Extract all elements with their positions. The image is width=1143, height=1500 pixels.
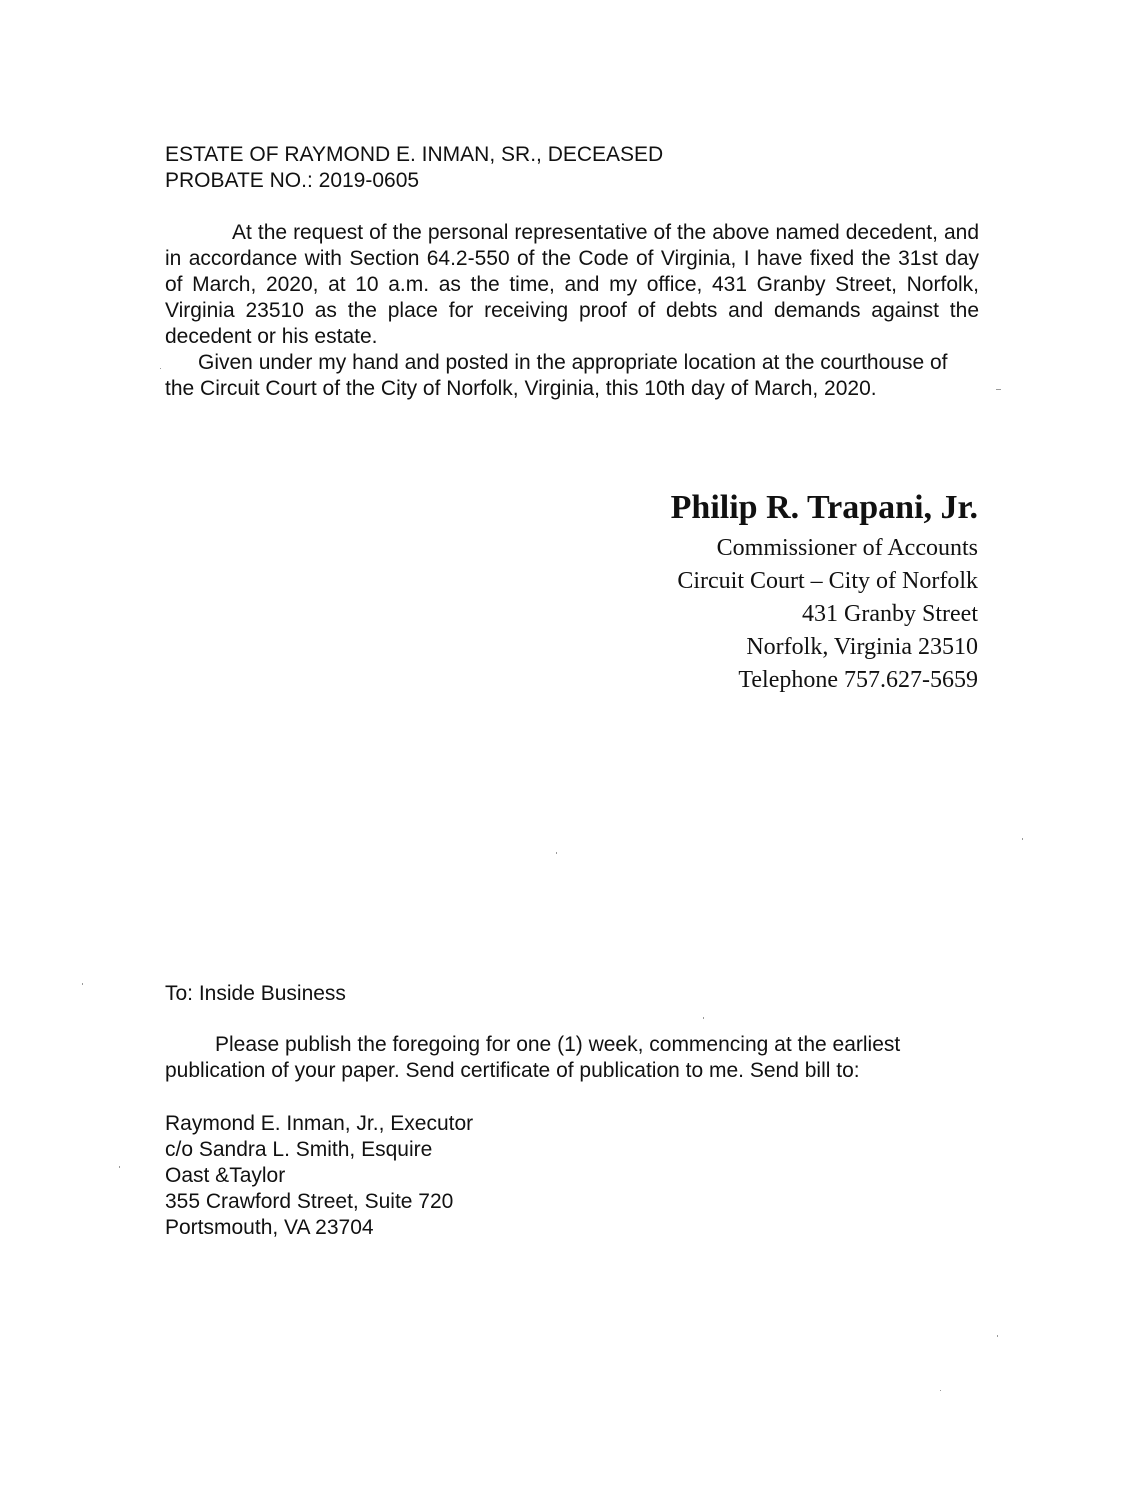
scan-speck <box>997 1335 998 1337</box>
signature-block <box>600 488 978 697</box>
probate-number: PROBATE NO.: 2019-0605 <box>165 169 420 192</box>
estate-heading <box>165 142 985 194</box>
commissioner-street: 431 Granby Street <box>802 601 978 627</box>
commissioner-court: Circuit Court – City of Norfolk <box>677 568 978 594</box>
publication-instructions <box>165 1032 965 1084</box>
commissioner-name: Philip R. Trapani, Jr. <box>670 489 978 526</box>
scan-speck <box>160 368 161 369</box>
scan-speck <box>556 852 557 854</box>
notice-body <box>165 220 979 402</box>
bill-to-line-3: Oast &Taylor <box>165 1164 286 1187</box>
commissioner-title: Commissioner of Accounts <box>716 535 978 561</box>
bill-to-line-5: Portsmouth, VA 23704 <box>165 1216 374 1239</box>
commissioner-telephone: Telephone 757.627-5659 <box>738 667 978 693</box>
scan-speck <box>703 1017 704 1019</box>
bill-to-line-4: 355 Crawford Street, Suite 720 <box>165 1190 454 1213</box>
notice-paragraph-2: Given under my hand and posted in the appropriate location at the courthouse of the Circuit Court of the City of Norfolk, Virginia, this 10th day of March, 2020. <box>165 351 948 400</box>
estate-title: ESTATE OF RAYMOND E. INMAN, SR., DECEASED <box>165 143 664 166</box>
commissioner-city: Norfolk, Virginia 23510 <box>746 634 978 660</box>
recipient-line: To: Inside Business <box>165 982 346 1005</box>
publication-instructions-text: Please publish the foregoing for one (1) week, commencing at the earliest publication of your paper. Send certificate of publication to me. Send bill to: <box>165 1033 901 1082</box>
notice-paragraph-1: At the request of the personal representative of the above named decedent, and in accordance with Section 64.2-550 of the Code of Virginia, I have fixed the 31st day of March, 2020, at 10 a.m. as the time, and my office, 431 Granby Street, Norfolk, Virginia 23510 as the place for receiving proof of debts and demands against the decedent or his estate. <box>165 221 979 348</box>
bill-to-line-1: Raymond E. Inman, Jr., Executor <box>165 1112 474 1135</box>
bill-to-line-2: c/o Sandra L. Smith, Esquire <box>165 1138 433 1161</box>
scan-speck <box>940 1390 941 1391</box>
scan-speck <box>996 389 1001 390</box>
scan-speck <box>82 983 83 985</box>
bill-to-address <box>165 1111 473 1241</box>
scan-speck <box>1022 838 1023 840</box>
scan-speck <box>119 1166 120 1168</box>
